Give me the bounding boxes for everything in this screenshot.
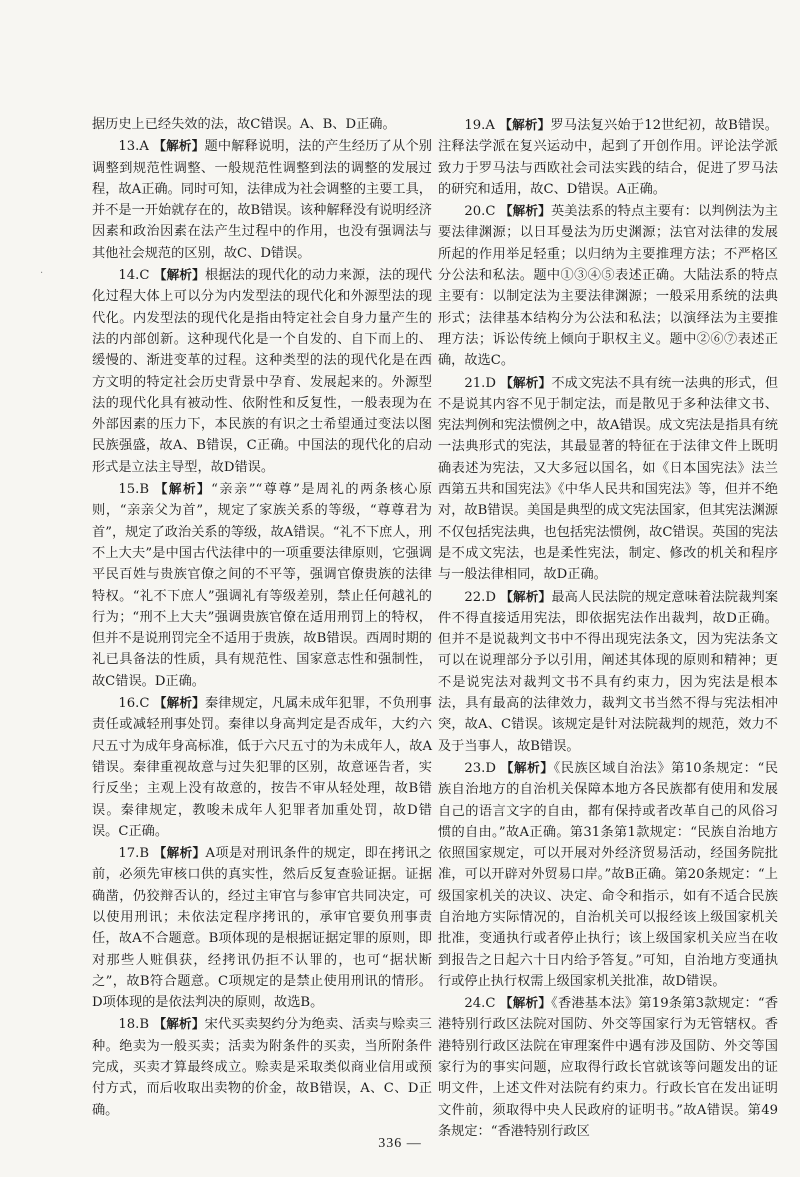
analysis-tag: 【解析】 — [153, 1016, 205, 1032]
page-number: 336 — [378, 1136, 403, 1151]
answer-paragraph — [438, 114, 778, 200]
question-number: 16.C — [118, 696, 150, 712]
paragraph-text: 据历史上已经失效的法，故C错误。A、B、D正确。 — [92, 117, 396, 132]
question-number: 21.D — [464, 375, 496, 391]
paragraph-text: 最高人民法院的规定意味着法院裁判案件不得直接适用宪法，即依据宪法作出裁判，故D正确。但并不是说裁判文书中不得出现宪法条文，因为宪法条文可以在说理部分予以引用，阐述其体现的原则和精神；更不是说宪法对裁判文书不具有约束力，因为宪法是根本法，具有最高的法律效力，裁判文书当然不得与宪法相冲突，故A、C错误。该规定是针对法院裁判的规范，效力不及于当事人，故B错误。 — [438, 589, 779, 754]
answer-paragraph — [438, 586, 778, 757]
question-number: 24.C — [464, 996, 496, 1012]
question-number: 22.D — [464, 589, 496, 605]
paragraph-text: 不成文宪法不具有统一法典的形式，但不是说其内容不见于制定法，而是散见于多种法律文书、宪法判例和宪法惯例之中，故A错误。成文宪法是指具有统一法典形式的宪法，其最显著的特征在于法律文件上既明确表述为宪法，又大多冠以国名，如《日本国宪法》法兰西第五共和国宪法》《中华人民共和国宪法》等，但并不绝对，故B错误。美国是典型的成文宪法国家，但其宪法渊源不仅包括宪法典，也包括宪法惯例，故C错误。英国的宪法是不成文宪法，也是柔性宪法，制定、修改的机关和程序与一般法律相同，故D正确。 — [438, 375, 779, 583]
analysis-tag: 【解析】 — [154, 481, 212, 497]
analysis-tag: 【解析】 — [500, 374, 552, 390]
paragraph-text: 英美法系的特点主要有：以判例法为主要法律渊源；以日耳曼法为历史渊源；法官对法律的发展所起的作用举足轻重；以归纳为主要推理方法；不严格区分公法和私法。题中①③④⑤表述正确。大陆法系的特点主要有：以制定法为主要法律渊源；一般采用系统的法典形式；法律基本结构分为公法和私法；以演绎法为主要推理方法；诉讼传统上倾向于职权主义。题中②⑥⑦表述正确，故选C。 — [438, 204, 778, 369]
answer-paragraph — [438, 757, 778, 992]
analysis-tag: 【解析】 — [153, 695, 205, 711]
analysis-tag: 【解析】 — [500, 759, 554, 775]
answer-paragraph — [92, 478, 432, 692]
question-number: 18.B — [118, 1017, 150, 1033]
question-number: 15.B — [118, 482, 150, 498]
left-column — [92, 114, 432, 1121]
answer-paragraph — [92, 264, 432, 478]
analysis-tag: 【解析】 — [499, 117, 551, 132]
answer-paragraph — [92, 1013, 432, 1120]
margin-mark: · — [40, 268, 44, 279]
answer-paragraph — [92, 114, 432, 135]
paragraph-text: 秦律规定，凡属未成年犯罪，不负刑事责任或减轻刑事处罚。秦律以身高判定是否成年，大约六尺五寸为成年身高标准，低于六尺五寸的为未成年人，故A错误。秦律重视故意与过失犯罪的区别，故意诬告者，实行反坐；主观上没有故意的，按告不审从轻处理，故B错误。秦律规定，教唆未成年人犯罪者加重处罚，故D错误。C正确。 — [92, 696, 432, 839]
paragraph-text: A项是对刑讯条件的规定，即在拷讯之前，必须先审核口供的真实性，然后反复查验证据。证据确凿，仍狡辩否认的，经过主审官与参审官共同决定，可以使用刑讯；未依法定程序拷讯的，承审官要负刑事责任，故A不合题意。B项体现的是根据证据定罪的原则，即对那些人赃俱获，经拷讯仍拒不认罪的，也可“据状断之”，故B符合题意。C项规定的是禁止使用刑讯的情形。D项体现的是依法判决的原则，故选B。 — [92, 846, 433, 1011]
answer-paragraph — [92, 842, 432, 1013]
paragraph-text: 《民族区域自治法》第10条规定：“民族自治地方的自治机关保障本地方各民族都有使用和发展自己的语言文字的自由，都有保持或者改革自己的风俗习惯的自由。”故A正确。第31条第1款规定：“民族自治地方依照国家规定，可以开展对外经济贸易活动，经国务院批准，可以开辟对外贸易口岸。”故B正确。第20条规定：“上级国家机关的决议、决定、命令和指示，如有不适合民族自治地方实际情况的，自治机关可以报经该上级国家机关批准，变通执行或者停止执行；该上级国家机关应当在收到报告之日起六十日内给予答复。”可知，自治地方变通执行或停止执行权需上级国家机关批准，故D错误。 — [438, 760, 779, 989]
answer-paragraph — [438, 200, 778, 371]
question-number: 20.C — [464, 204, 496, 220]
page-footer — [0, 1136, 800, 1152]
question-number: 13.A — [118, 139, 149, 155]
right-column — [438, 114, 778, 1142]
answer-paragraph — [92, 135, 432, 264]
footer-dash: — — [406, 1136, 422, 1151]
question-number: 17.B — [118, 846, 150, 862]
paragraph-text: 题中解释说明，法的产生经历了从个别调整到规范性调整、一般规范性调整到法的调整的发展过程，故A正确。同时可知，法律成为社会调整的主要工具，并不是一开始就存在的，故B错误。该种解释没有说明经济因素和政治因素在法产生过程中的作用，也没有强调法与其他社会规范的区别，故C、D错误。 — [92, 139, 432, 261]
paragraph-text: “亲亲”“尊尊”是周礼的两条核心原则，“亲亲父为首”，规定了家族关系的等级，“尊尊君为首”，规定了政治关系的等级，故A错误。“礼不下庶人，刑不上大夫”是中国古代法律中的一项重要法律原则，它强调平民百姓与贵族官僚之间的不平等，强调官僚贵族的法律特权。“礼不下庶人”强调礼有等级差别，禁止任何越礼的行为；“刑不上大夫”强调贵族官僚在适用刑罚上的特权，但并不是说刑罚完全不适用于贵族，故B错误。西周时期的礼已具备法的性质，具有规范性、国家意志性和强制性，故C错误。D正确。 — [92, 482, 433, 689]
question-number: 23.D — [464, 760, 496, 776]
paragraph-text: 《香港基本法》第19条第3款规定：“香港特别行政区法院对国防、外交等国家行为无管辖权。香港特别行政区法院在审理案件中遇有涉及国防、外交等国家行为的事实问题，应取得行政长官就该等问题发出的证明文件，上述文件对法院有约束力。行政长官在发出证明文件前，须取得中央人民政府的证明书。”故A错误。第49条规定：“香港特别行政区 — [438, 996, 779, 1139]
analysis-tag: 【解析】 — [153, 138, 205, 154]
paragraph-text: 根据法的现代化的动力来源，法的现代化过程大体上可以分为内发型法的现代化和外源型法的现代化。内发型法的现代化是指由特定社会自身力量产生的法的内部创新。这种现代化是一个自发的、自下而上的、缓慢的、渐进变革的过程。这种类型的法的现代化是在西方文明的特定社会历史背景中孕育、发展起来的。外源型法的现代化具有被动性、依附性和反复性，一般表现为在外部因素的压力下，本民族的有识之士希望通过变法以图民族强盛，故A、B错误，C正确。中国法的现代化的启动形式是立法主导型，故D错误。 — [92, 268, 432, 475]
analysis-tag: 【解析】 — [500, 588, 552, 604]
paragraph-text: 罗马法复兴始于12世纪初，故B错误。注释法学派在复兴运动中，起到了开创作用。评论法学派致力于罗马法与西欧社会司法实践的结合，促进了罗马法的研究和适用，故C、D错误。A正确。 — [438, 118, 778, 197]
answer-paragraph — [438, 992, 778, 1142]
analysis-tag: 【解析】 — [153, 845, 206, 861]
answer-paragraph — [92, 692, 432, 842]
question-number: 19.A — [464, 118, 495, 133]
analysis-tag: 【解析】 — [499, 995, 552, 1011]
question-number: 14.C — [118, 268, 150, 284]
answer-paragraph — [438, 372, 778, 586]
analysis-tag: 【解析】 — [153, 267, 205, 283]
paragraph-text: 宋代买卖契约分为绝卖、活卖与赊卖三种。绝卖为一般买卖；活卖为附条件的买卖，当所附条件完成，买卖才算最终成立。赊卖是采取类似商业信用或预付方式，而后收取出卖物的价金，故B错误，A、C、D正确。 — [92, 1017, 432, 1118]
analysis-tag: 【解析】 — [499, 203, 551, 219]
